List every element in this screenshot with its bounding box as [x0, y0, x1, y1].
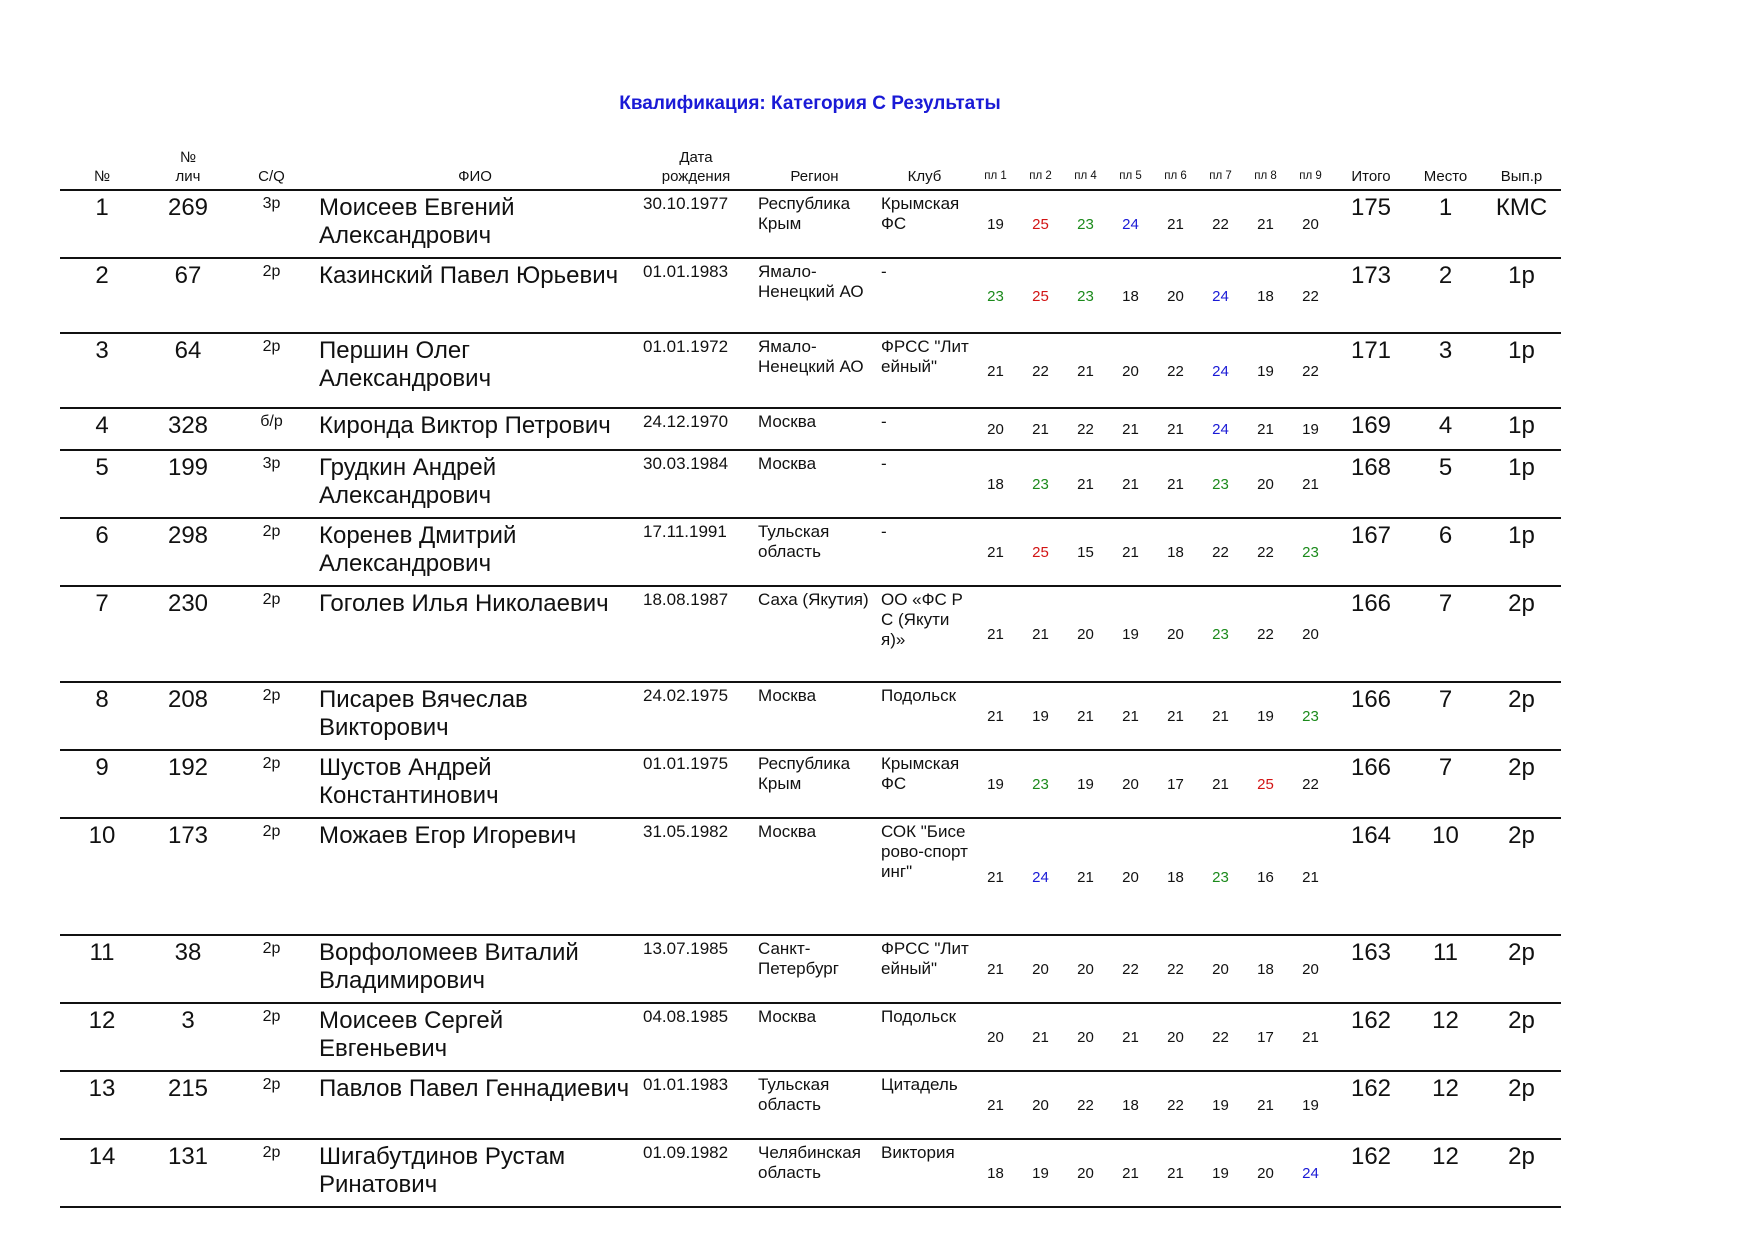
athlete-name: Першин Олег Александрович	[311, 333, 639, 408]
place: 4	[1409, 408, 1482, 450]
header-num: №	[60, 148, 144, 190]
achieved-rank: 1р	[1482, 408, 1561, 450]
header-region: Регион	[753, 148, 876, 190]
category-cq: 2р	[232, 333, 311, 408]
table-row	[60, 450, 1561, 518]
score-cell: 20	[1153, 586, 1198, 682]
score-cell: 22	[1198, 1003, 1243, 1071]
score-cell: 21	[1288, 818, 1333, 935]
score-cell: 20	[1108, 818, 1153, 935]
row-number: 4	[60, 408, 144, 450]
score-cell: 21	[1108, 682, 1153, 750]
score-cell: 22	[1108, 935, 1153, 1003]
region: Москва	[753, 1003, 876, 1071]
page-title: Квалификация: Категория С Результаты	[619, 93, 1001, 114]
row-number: 5	[60, 450, 144, 518]
table-row	[60, 190, 1561, 258]
score-cell: 20	[1108, 750, 1153, 818]
header-pl: пл 7	[1198, 148, 1243, 190]
score-cell: 20	[1108, 333, 1153, 408]
row-number: 14	[60, 1139, 144, 1207]
score-cell: 21	[1288, 1003, 1333, 1071]
score-cell: 24	[1288, 1139, 1333, 1207]
total-score: 175	[1333, 190, 1409, 258]
place: 11	[1409, 935, 1482, 1003]
birth-date: 24.12.1970	[639, 408, 753, 450]
score-cell: 22	[1153, 1071, 1198, 1139]
athlete-name: Коренев Дмитрий Александрович	[311, 518, 639, 586]
row-number: 1	[60, 190, 144, 258]
table-row	[60, 1139, 1561, 1207]
birth-date: 24.02.1975	[639, 682, 753, 750]
region: Москва	[753, 818, 876, 935]
total-score: 163	[1333, 935, 1409, 1003]
achieved-rank: 2р	[1482, 1139, 1561, 1207]
athlete-name: Можаев Егор Игоревич	[311, 818, 639, 935]
score-cell: 25	[1018, 190, 1063, 258]
score-cell: 21	[973, 818, 1018, 935]
score-cell: 25	[1018, 518, 1063, 586]
club: Крымская ФС	[876, 750, 973, 818]
row-number: 12	[60, 1003, 144, 1071]
score-cell: 23	[1198, 818, 1243, 935]
score-cell: 18	[1108, 1071, 1153, 1139]
score-cell: 22	[1288, 750, 1333, 818]
score-cell: 17	[1153, 750, 1198, 818]
place: 12	[1409, 1003, 1482, 1071]
total-score: 166	[1333, 586, 1409, 682]
score-cell: 23	[1018, 450, 1063, 518]
header-club: Клуб	[876, 148, 973, 190]
club: ФРСС "Литейный"	[876, 935, 973, 1003]
license-number: 192	[144, 750, 232, 818]
table-row	[60, 750, 1561, 818]
club: ОО «ФС РС (Якутия)»	[876, 586, 973, 682]
score-cell: 18	[973, 1139, 1018, 1207]
score-cell: 21	[1018, 408, 1063, 450]
score-cell: 19	[1243, 333, 1288, 408]
score-cell: 20	[1063, 1139, 1108, 1207]
category-cq: 2р	[232, 1071, 311, 1139]
license-number: 3	[144, 1003, 232, 1071]
license-number: 230	[144, 586, 232, 682]
total-score: 171	[1333, 333, 1409, 408]
region: Тульская область	[753, 518, 876, 586]
license-number: 131	[144, 1139, 232, 1207]
category-cq: 2р	[232, 935, 311, 1003]
club: -	[876, 408, 973, 450]
athlete-name: Гоголев Илья Николаевич	[311, 586, 639, 682]
score-cell: 20	[1198, 935, 1243, 1003]
header-pl: пл 4	[1063, 148, 1108, 190]
score-cell: 19	[1198, 1071, 1243, 1139]
achieved-rank: 1р	[1482, 333, 1561, 408]
score-cell: 21	[1198, 682, 1243, 750]
place: 5	[1409, 450, 1482, 518]
score-cell: 22	[1153, 935, 1198, 1003]
place: 7	[1409, 750, 1482, 818]
region: Республика Крым	[753, 190, 876, 258]
score-cell: 20	[1243, 450, 1288, 518]
region: Москва	[753, 450, 876, 518]
score-cell: 21	[1063, 450, 1108, 518]
table-row	[60, 818, 1561, 935]
score-cell: 21	[1243, 190, 1288, 258]
score-cell: 21	[1108, 518, 1153, 586]
score-cell: 21	[973, 333, 1018, 408]
club: -	[876, 518, 973, 586]
category-cq: 2р	[232, 682, 311, 750]
region: Республика Крым	[753, 750, 876, 818]
row-number: 6	[60, 518, 144, 586]
score-cell: 21	[1153, 450, 1198, 518]
table-row	[60, 935, 1561, 1003]
score-cell: 21	[973, 935, 1018, 1003]
category-cq: 2р	[232, 1139, 311, 1207]
score-cell: 22	[1018, 333, 1063, 408]
score-cell: 21	[1063, 682, 1108, 750]
club: СОК "Бисерово-спортинг"	[876, 818, 973, 935]
club: Виктория	[876, 1139, 973, 1207]
score-cell: 24	[1198, 408, 1243, 450]
birth-date: 30.10.1977	[639, 190, 753, 258]
license-number: 269	[144, 190, 232, 258]
license-number: 64	[144, 333, 232, 408]
header-fio: ФИО	[311, 148, 639, 190]
birth-date: 01.09.1982	[639, 1139, 753, 1207]
club: Подольск	[876, 1003, 973, 1071]
score-cell: 19	[973, 190, 1018, 258]
score-cell: 21	[973, 586, 1018, 682]
score-cell: 24	[1018, 818, 1063, 935]
total-score: 162	[1333, 1139, 1409, 1207]
score-cell: 21	[1108, 408, 1153, 450]
header-pl: пл 2	[1018, 148, 1063, 190]
score-cell: 24	[1198, 333, 1243, 408]
achieved-rank: КМС	[1482, 190, 1561, 258]
category-cq: 2р	[232, 258, 311, 333]
score-cell: 22	[1243, 586, 1288, 682]
table-row	[60, 1071, 1561, 1139]
athlete-name: Ворфоломеев Виталий Владимирович	[311, 935, 639, 1003]
birth-date: 18.08.1987	[639, 586, 753, 682]
score-cell: 19	[973, 750, 1018, 818]
header-place: Место	[1409, 148, 1482, 190]
table-row	[60, 333, 1561, 408]
score-cell: 19	[1018, 682, 1063, 750]
table-header-row	[60, 148, 1561, 190]
score-cell: 19	[1018, 1139, 1063, 1207]
score-cell: 20	[973, 1003, 1018, 1071]
score-cell: 21	[1108, 1003, 1153, 1071]
score-cell: 18	[973, 450, 1018, 518]
score-cell: 22	[1288, 333, 1333, 408]
category-cq: 2р	[232, 818, 311, 935]
row-number: 9	[60, 750, 144, 818]
score-cell: 21	[1198, 750, 1243, 818]
row-number: 13	[60, 1071, 144, 1139]
club: ФРСС "Литейный"	[876, 333, 973, 408]
achieved-rank: 2р	[1482, 1003, 1561, 1071]
header-dob: Дата рождения	[639, 148, 753, 190]
category-cq: 2р	[232, 586, 311, 682]
score-cell: 23	[1288, 682, 1333, 750]
category-cq: 2р	[232, 750, 311, 818]
table-row	[60, 586, 1561, 682]
table-row	[60, 408, 1561, 450]
athlete-name: Павлов Павел Геннадиевич	[311, 1071, 639, 1139]
score-cell: 21	[1153, 190, 1198, 258]
score-cell: 21	[1063, 818, 1108, 935]
birth-date: 17.11.1991	[639, 518, 753, 586]
region: Тульская область	[753, 1071, 876, 1139]
achieved-rank: 2р	[1482, 586, 1561, 682]
score-cell: 19	[1288, 1071, 1333, 1139]
score-cell: 25	[1243, 750, 1288, 818]
score-cell: 24	[1108, 190, 1153, 258]
score-cell: 22	[1063, 1071, 1108, 1139]
score-cell: 22	[1153, 333, 1198, 408]
results-body	[60, 190, 1561, 1207]
header-pl: пл 9	[1288, 148, 1333, 190]
license-number: 298	[144, 518, 232, 586]
score-cell: 23	[1198, 586, 1243, 682]
row-number: 8	[60, 682, 144, 750]
place: 7	[1409, 586, 1482, 682]
score-cell: 23	[1018, 750, 1063, 818]
region: Ямало-Ненецкий АО	[753, 258, 876, 333]
score-cell: 23	[1063, 258, 1108, 333]
score-cell: 21	[1153, 682, 1198, 750]
category-cq: 3р	[232, 450, 311, 518]
score-cell: 20	[1153, 1003, 1198, 1071]
score-cell: 21	[973, 682, 1018, 750]
athlete-name: Шустов Андрей Константинович	[311, 750, 639, 818]
header-cq: C/Q	[232, 148, 311, 190]
score-cell: 15	[1063, 518, 1108, 586]
score-cell: 21	[1108, 450, 1153, 518]
header-pl: пл 1	[973, 148, 1018, 190]
score-cell: 21	[1018, 1003, 1063, 1071]
score-cell: 18	[1153, 818, 1198, 935]
score-cell: 20	[1018, 935, 1063, 1003]
table-row	[60, 682, 1561, 750]
license-number: 208	[144, 682, 232, 750]
score-cell: 23	[1198, 450, 1243, 518]
score-cell: 21	[973, 518, 1018, 586]
region: Москва	[753, 682, 876, 750]
achieved-rank: 2р	[1482, 750, 1561, 818]
total-score: 166	[1333, 750, 1409, 818]
total-score: 162	[1333, 1003, 1409, 1071]
place: 2	[1409, 258, 1482, 333]
score-cell: 20	[1018, 1071, 1063, 1139]
athlete-name: Грудкин Андрей Александрович	[311, 450, 639, 518]
total-score: 169	[1333, 408, 1409, 450]
license-number: 199	[144, 450, 232, 518]
row-number: 7	[60, 586, 144, 682]
score-cell: 21	[1153, 408, 1198, 450]
table-row	[60, 258, 1561, 333]
total-score: 164	[1333, 818, 1409, 935]
achieved-rank: 2р	[1482, 935, 1561, 1003]
birth-date: 01.01.1972	[639, 333, 753, 408]
category-cq: 2р	[232, 1003, 311, 1071]
row-number: 11	[60, 935, 144, 1003]
score-cell: 19	[1288, 408, 1333, 450]
score-cell: 24	[1198, 258, 1243, 333]
score-cell: 23	[1288, 518, 1333, 586]
place: 12	[1409, 1071, 1482, 1139]
athlete-name: Моисеев Сергей Евгеньевич	[311, 1003, 639, 1071]
score-cell: 20	[973, 408, 1018, 450]
category-cq: 3р	[232, 190, 311, 258]
birth-date: 04.08.1985	[639, 1003, 753, 1071]
score-cell: 22	[1063, 408, 1108, 450]
header-total: Итого	[1333, 148, 1409, 190]
row-number: 10	[60, 818, 144, 935]
score-cell: 19	[1063, 750, 1108, 818]
score-cell: 20	[1153, 258, 1198, 333]
score-cell: 18	[1243, 935, 1288, 1003]
athlete-name: Казинский Павел Юрьевич	[311, 258, 639, 333]
score-cell: 25	[1018, 258, 1063, 333]
region: Ямало-Ненецкий АО	[753, 333, 876, 408]
score-cell: 21	[1018, 586, 1063, 682]
license-number: 67	[144, 258, 232, 333]
achieved-rank: 2р	[1482, 682, 1561, 750]
score-cell: 22	[1198, 190, 1243, 258]
row-number: 3	[60, 333, 144, 408]
achieved-rank: 2р	[1482, 1071, 1561, 1139]
achieved-rank: 1р	[1482, 258, 1561, 333]
score-cell: 21	[1243, 1071, 1288, 1139]
score-cell: 18	[1153, 518, 1198, 586]
club: Крымская ФС	[876, 190, 973, 258]
birth-date: 01.01.1983	[639, 258, 753, 333]
birth-date: 31.05.1982	[639, 818, 753, 935]
score-cell: 20	[1243, 1139, 1288, 1207]
score-cell: 16	[1243, 818, 1288, 935]
table-row	[60, 518, 1561, 586]
club: Подольск	[876, 682, 973, 750]
score-cell: 21	[1108, 1139, 1153, 1207]
score-cell: 21	[1288, 450, 1333, 518]
header-rank: Вып.р	[1482, 148, 1561, 190]
score-cell: 20	[1288, 935, 1333, 1003]
birth-date: 01.01.1983	[639, 1071, 753, 1139]
birth-date: 30.03.1984	[639, 450, 753, 518]
score-cell: 20	[1063, 586, 1108, 682]
category-cq: б/р	[232, 408, 311, 450]
score-cell: 22	[1288, 258, 1333, 333]
score-cell: 20	[1063, 935, 1108, 1003]
club: -	[876, 258, 973, 333]
place: 7	[1409, 682, 1482, 750]
results-table	[60, 148, 1561, 1208]
score-cell: 21	[1153, 1139, 1198, 1207]
header-pl: пл 8	[1243, 148, 1288, 190]
score-cell: 22	[1198, 518, 1243, 586]
region: Санкт-Петербург	[753, 935, 876, 1003]
region: Челябинская область	[753, 1139, 876, 1207]
table-row	[60, 1003, 1561, 1071]
score-cell: 20	[1288, 586, 1333, 682]
score-cell: 20	[1288, 190, 1333, 258]
score-cell: 18	[1243, 258, 1288, 333]
place: 1	[1409, 190, 1482, 258]
score-cell: 17	[1243, 1003, 1288, 1071]
score-cell: 23	[973, 258, 1018, 333]
header-pl: пл 5	[1108, 148, 1153, 190]
score-cell: 22	[1243, 518, 1288, 586]
club: Цитадель	[876, 1071, 973, 1139]
birth-date: 13.07.1985	[639, 935, 753, 1003]
place: 10	[1409, 818, 1482, 935]
achieved-rank: 1р	[1482, 518, 1561, 586]
score-cell: 23	[1063, 190, 1108, 258]
license-number: 38	[144, 935, 232, 1003]
score-cell: 18	[1108, 258, 1153, 333]
athlete-name: Шигабутдинов Рустам Ринатович	[311, 1139, 639, 1207]
club: -	[876, 450, 973, 518]
score-cell: 21	[1243, 408, 1288, 450]
score-cell: 21	[1063, 333, 1108, 408]
header-license: № лич	[144, 148, 232, 190]
category-cq: 2р	[232, 518, 311, 586]
place: 12	[1409, 1139, 1482, 1207]
score-cell: 19	[1243, 682, 1288, 750]
row-number: 2	[60, 258, 144, 333]
header-pl: пл 6	[1153, 148, 1198, 190]
place: 3	[1409, 333, 1482, 408]
license-number: 173	[144, 818, 232, 935]
score-cell: 20	[1063, 1003, 1108, 1071]
total-score: 166	[1333, 682, 1409, 750]
athlete-name: Писарев Вячеслав Викторович	[311, 682, 639, 750]
score-cell: 19	[1198, 1139, 1243, 1207]
athlete-name: Моисеев Евгений Александрович	[311, 190, 639, 258]
region: Саха (Якутия)	[753, 586, 876, 682]
athlete-name: Киронда Виктор Петрович	[311, 408, 639, 450]
birth-date: 01.01.1975	[639, 750, 753, 818]
total-score: 168	[1333, 450, 1409, 518]
place: 6	[1409, 518, 1482, 586]
score-cell: 19	[1108, 586, 1153, 682]
total-score: 167	[1333, 518, 1409, 586]
region: Москва	[753, 408, 876, 450]
license-number: 328	[144, 408, 232, 450]
score-cell: 21	[973, 1071, 1018, 1139]
achieved-rank: 2р	[1482, 818, 1561, 935]
license-number: 215	[144, 1071, 232, 1139]
total-score: 162	[1333, 1071, 1409, 1139]
achieved-rank: 1р	[1482, 450, 1561, 518]
total-score: 173	[1333, 258, 1409, 333]
